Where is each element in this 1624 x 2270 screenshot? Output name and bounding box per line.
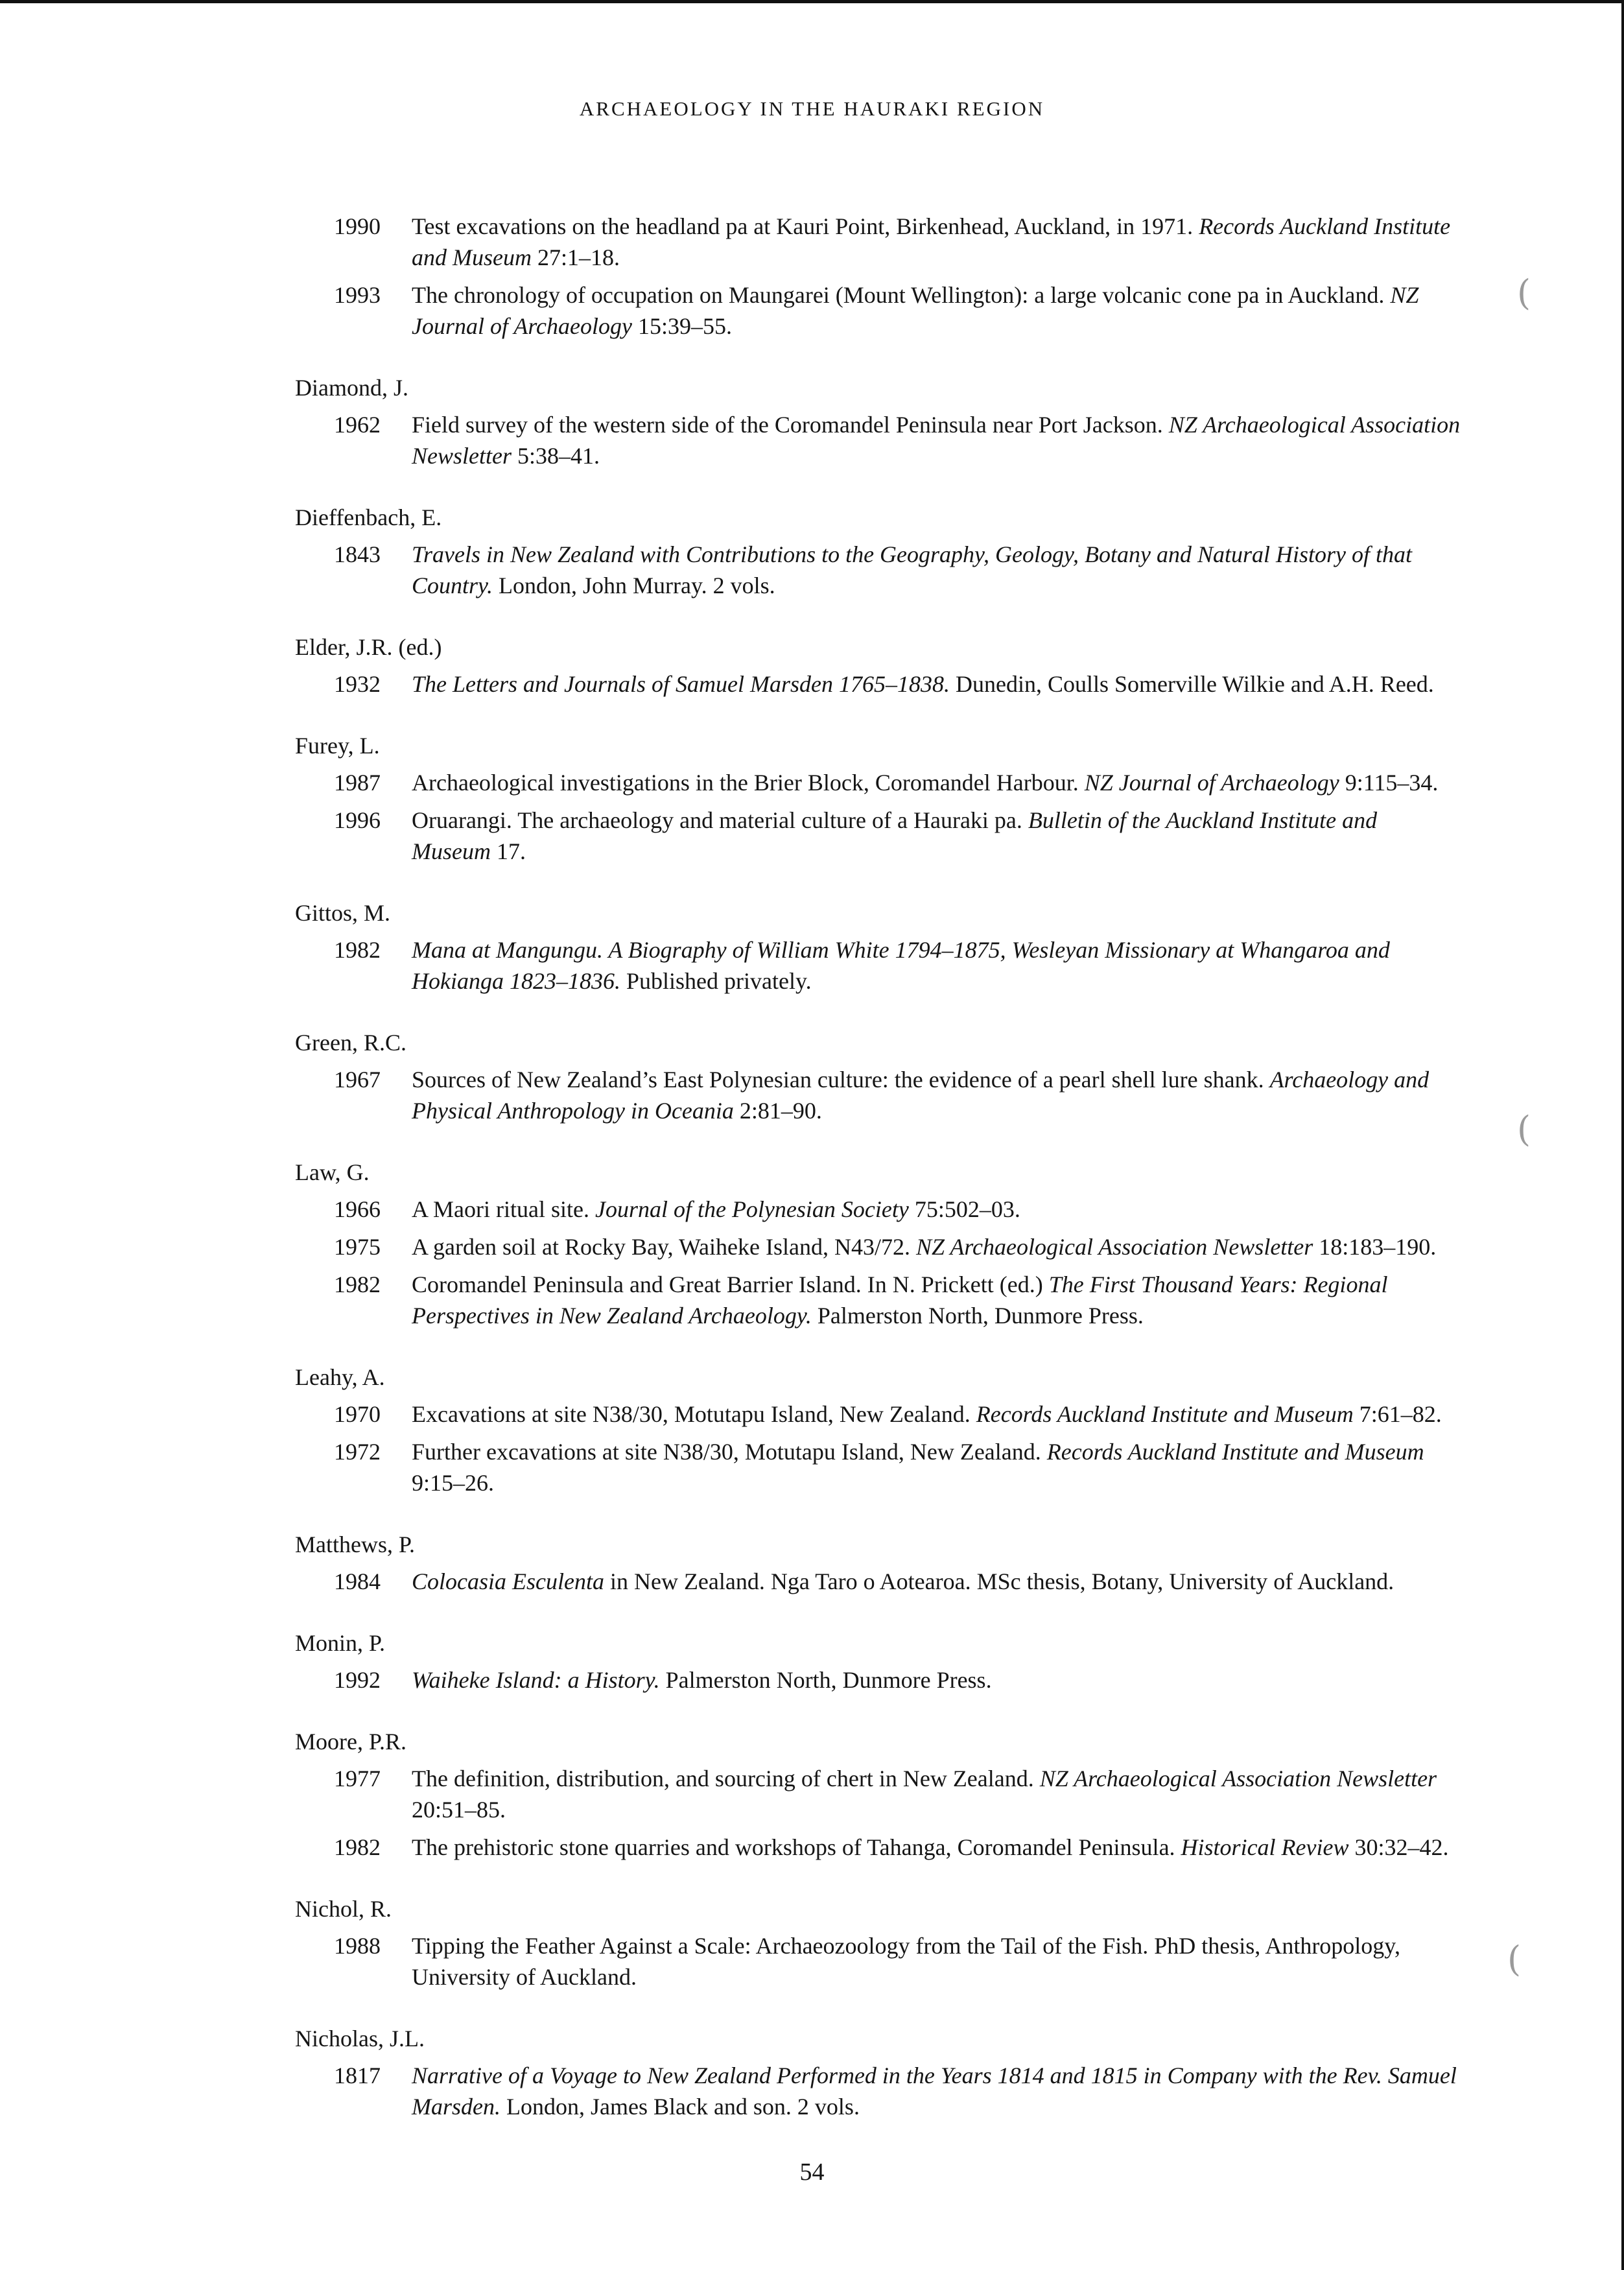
entry-title-italic: Archaeology and Physical Anthropology in Oceania	[412, 1067, 1430, 1124]
entry-text: A Maori ritual site.	[412, 1196, 595, 1222]
margin-bracket-mark: (	[1517, 1109, 1531, 1150]
bibliography-author-group	[295, 501, 1462, 601]
margin-bracket-mark: (	[1517, 272, 1531, 313]
author-name: Law, G.	[295, 1159, 370, 1185]
entry-title-italic: The First Thousand Years: Regional Perspectives in New Zealand Archaeology.	[412, 1271, 1388, 1329]
bibliography-entry	[295, 1930, 1462, 1992]
author-name: Monin, P.	[295, 1630, 386, 1656]
entry-year: 1967	[334, 1067, 381, 1093]
bibliography-author-group	[295, 897, 1462, 997]
entry-text: Oruarangi. The archaeology and material culture of a Hauraki pa.	[412, 807, 1028, 833]
bibliography-entry	[295, 2060, 1462, 2122]
entry-year: 1982	[334, 1834, 381, 1860]
entry-year: 1972	[334, 1439, 381, 1465]
bibliography-entry	[295, 539, 1462, 601]
bibliography-entry	[295, 211, 1462, 273]
bibliography-entry	[295, 1566, 1462, 1597]
entry-text: 15:39–55.	[631, 313, 732, 339]
entry-text: The chronology of occupation on Maungarei (Mount Wellington): a large volcanic cone pa in Auckland.	[412, 282, 1391, 308]
author-name: Dieffenbach, E.	[295, 504, 442, 530]
entry-text: 5:38–41.	[511, 443, 600, 469]
bibliography-author-group	[295, 1893, 1462, 1992]
bibliography-entry	[295, 805, 1462, 867]
entry-text: London, James Black and son. 2 vols.	[500, 2094, 860, 2120]
bibliography-entry	[295, 409, 1462, 471]
entry-year: 1817	[334, 2063, 381, 2088]
entry-year: 1988	[334, 1933, 381, 1959]
entry-text: Palmerston North, Dunmore Press.	[811, 1303, 1144, 1329]
entry-year: 1993	[334, 282, 381, 308]
bibliography-entry	[295, 1064, 1462, 1126]
running-head: ARCHAEOLOGY IN THE HAURAKI REGION	[579, 97, 1045, 120]
bibliography-author-group	[295, 1627, 1462, 1696]
margin-bracket-mark: (	[1507, 1939, 1522, 1980]
page-border-top	[0, 0, 1624, 3]
bibliography-author-group	[295, 631, 1462, 700]
entry-text: Palmerston North, Dunmore Press.	[659, 1667, 992, 1693]
entry-text: The prehistoric stone quarries and workshops of Tahanga, Coromandel Peninsula.	[412, 1834, 1181, 1860]
author-name: Elder, J.R. (ed.)	[295, 634, 442, 660]
bibliography-author-group	[295, 2022, 1462, 2122]
entry-text: 20:51–85.	[412, 1797, 506, 1823]
entry-text: A garden soil at Rocky Bay, Waiheke Island, N43/72.	[412, 1234, 916, 1260]
author-name: Diamond, J.	[295, 375, 408, 401]
entry-text: 2:81–90.	[733, 1098, 822, 1124]
bibliography-author-group	[295, 1725, 1462, 1863]
bibliography-entry	[295, 1399, 1462, 1430]
entry-year: 1996	[334, 807, 381, 833]
bibliography-entry	[295, 1763, 1462, 1825]
entry-text: Dunedin, Coulls Somerville Wilkie and A.H. Reed.	[949, 671, 1434, 697]
bibliography-author-group	[295, 1361, 1462, 1498]
entry-year: 1984	[334, 1568, 381, 1594]
entry-text: Sources of New Zealand’s East Polynesian culture: the evidence of a pearl shell lure shank.	[412, 1067, 1270, 1093]
entry-year: 1932	[334, 671, 381, 697]
bibliography-entry	[295, 279, 1462, 342]
entry-text: 30:32–42.	[1348, 1834, 1449, 1860]
entry-title-italic: NZ Journal of Archaeology	[412, 282, 1419, 339]
author-name: Matthews, P.	[295, 1531, 416, 1557]
entry-text: Excavations at site N38/30, Motutapu Island, New Zealand.	[412, 1401, 976, 1427]
bibliography-author-group	[295, 729, 1462, 867]
entry-title-italic: Records Auckland Institute and Museum	[412, 213, 1451, 270]
entry-title-italic: Colocasia Esculenta	[412, 1568, 604, 1594]
entry-title-italic: Historical Review	[1181, 1834, 1349, 1860]
bibliography-list	[295, 211, 1462, 2152]
entry-title-italic: NZ Archaeological Association Newsletter	[915, 1234, 1313, 1260]
entry-title-italic: Travels in New Zealand with Contributions to the Geography, Geology, Botany and Natural History of that Country.	[412, 541, 1413, 598]
author-name: Gittos, M.	[295, 900, 391, 926]
entry-year: 1990	[334, 213, 381, 239]
bibliography-author-group	[295, 1026, 1462, 1126]
entry-title-italic: Mana at Mangungu. A Biography of William White 1794–1875, Wesleyan Missionary at Whangaroa and Hokianga 1823–1836.	[412, 937, 1390, 994]
bibliography-entry	[295, 1436, 1462, 1498]
entry-text: 9:115–34.	[1339, 770, 1439, 796]
entry-text: The definition, distribution, and sourcing of chert in New Zealand.	[412, 1766, 1040, 1791]
page-border-right	[1621, 0, 1624, 2270]
entry-title-italic: Journal of the Polynesian Society	[594, 1196, 909, 1222]
entry-text: Further excavations at site N38/30, Motutapu Island, New Zealand.	[412, 1439, 1047, 1465]
entry-text: Field survey of the western side of the Coromandel Peninsula near Port Jackson.	[412, 412, 1169, 438]
author-name: Furey, L.	[295, 733, 380, 759]
entry-year: 1992	[334, 1667, 381, 1693]
entry-title-italic: NZ Archaeological Association Newsletter	[1039, 1766, 1437, 1791]
entry-year: 1982	[334, 1271, 381, 1297]
bibliography-entry	[295, 1194, 1462, 1225]
entry-text: 7:61–82.	[1353, 1401, 1442, 1427]
bibliography-entry	[295, 1832, 1462, 1863]
entry-text: Test excavations on the headland pa at Kauri Point, Birkenhead, Auckland, in 1971.	[412, 213, 1199, 239]
entry-year: 1987	[334, 770, 381, 796]
entry-title-italic: Records Auckland Institute and Museum	[1046, 1439, 1424, 1465]
entry-year: 1970	[334, 1401, 381, 1427]
entry-text: 27:1–18.	[531, 244, 620, 270]
bibliography-entry	[295, 1664, 1462, 1696]
author-name: Moore, P.R.	[295, 1729, 407, 1755]
entry-title-italic: NZ Journal of Archaeology	[1084, 770, 1339, 796]
entry-text: 75:502–03.	[908, 1196, 1020, 1222]
entry-year: 1982	[334, 937, 381, 963]
entry-title-italic: Waiheke Island: a History.	[412, 1667, 660, 1693]
bibliography-author-group	[295, 211, 1462, 342]
entry-year: 1975	[334, 1234, 381, 1260]
bibliography-entry	[295, 767, 1462, 798]
entry-text: Coromandel Peninsula and Great Barrier Island. In N. Prickett (ed.)	[412, 1271, 1049, 1297]
entry-title-italic: Records Auckland Institute and Museum	[976, 1401, 1354, 1427]
entry-title-italic: Bulletin of the Auckland Institute and Museum	[412, 807, 1378, 864]
entry-year: 1966	[334, 1196, 381, 1222]
entry-text: Tipping the Feather Against a Scale: Archaeozoology from the Tail of the Fish. PhD thesis, Anthropology, University of Auckland.	[412, 1933, 1400, 1990]
bibliography-author-group	[295, 1156, 1462, 1331]
entry-title-italic: The Letters and Journals of Samuel Marsden 1765–1838.	[412, 671, 950, 697]
entry-text: 17.	[490, 838, 526, 864]
author-name: Nicholas, J.L.	[295, 2026, 425, 2051]
bibliography-entry	[295, 1269, 1462, 1331]
entry-year: 1843	[334, 541, 381, 567]
entry-year: 1977	[334, 1766, 381, 1791]
bibliography-entry	[295, 934, 1462, 997]
author-name: Leahy, A.	[295, 1364, 385, 1390]
entry-title-italic: Narrative of a Voyage to New Zealand Performed in the Years 1814 and 1815 in Company with the Rev. Samuel Marsden.	[412, 2063, 1457, 2120]
author-name: Nichol, R.	[295, 1896, 392, 1922]
bibliography-entry	[295, 1231, 1462, 1262]
page-number: 54	[799, 2158, 825, 2186]
entry-text: 18:183–190.	[1313, 1234, 1437, 1260]
bibliography-author-group	[295, 1528, 1462, 1597]
entry-text: Published privately.	[620, 968, 812, 994]
entry-text: London, John Murray. 2 vols.	[493, 573, 775, 598]
bibliography-author-group	[295, 372, 1462, 471]
entry-text: in New Zealand. Nga Taro o Aotearoa. MSc thesis, Botany, University of Auckland.	[604, 1568, 1395, 1594]
entry-year: 1962	[334, 412, 381, 438]
entry-text: Archaeological investigations in the Brier Block, Coromandel Harbour.	[412, 770, 1085, 796]
author-name: Green, R.C.	[295, 1030, 406, 1056]
bibliography-entry	[295, 668, 1462, 700]
entry-title-italic: NZ Archaeological Association Newsletter	[412, 412, 1461, 469]
entry-text: 9:15–26.	[412, 1470, 495, 1496]
